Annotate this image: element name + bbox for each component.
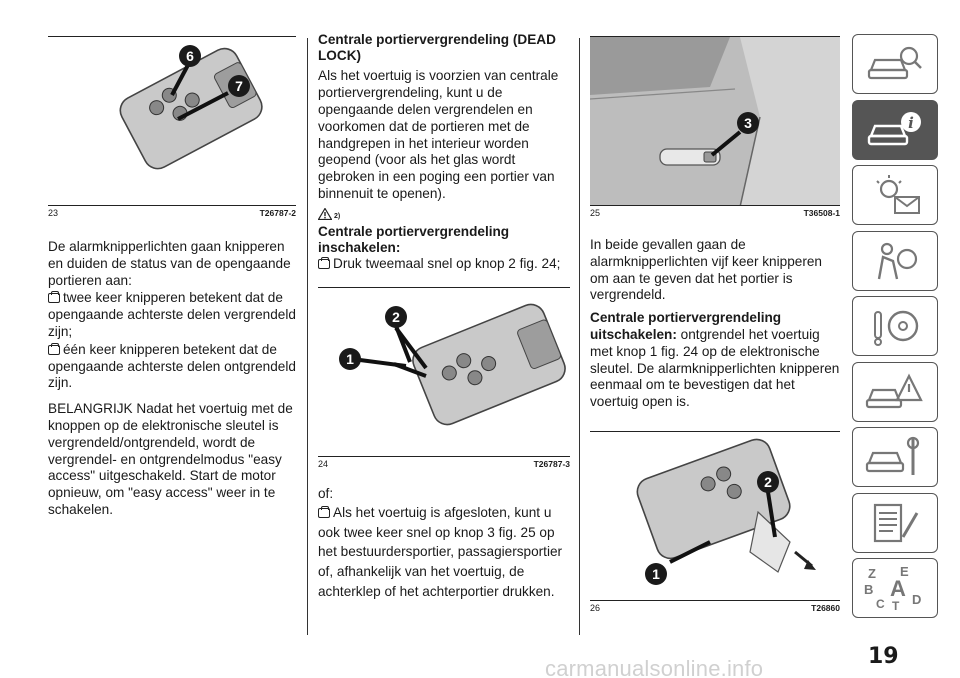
svg-text:B: B (864, 582, 874, 597)
figure-25 (590, 36, 840, 206)
bullet-item: Als het voertuig is afgesloten, kunt u ook twee keer snel op knop 3 fig. 25 op het bestuurdersportier, passagiersportier of, afhankelijk van het voertuig, de achterklep of het achterportier drukken. (318, 504, 563, 599)
figure-26-caption (590, 603, 840, 613)
paragraph: Centrale portiervergrendeling uitschakelen: ontgrendel het voertuig met knop 1 fig. 24 op de elektronische sleutel. De alarmknipperlichten knipperen eenmaal om te bevestigen dat het voertuig open is. (590, 310, 840, 410)
steering-ignition-icon (865, 304, 925, 348)
breakdown-icon (865, 370, 925, 414)
index-icon (862, 564, 928, 612)
figure-number: 23 (48, 208, 59, 218)
callout-1: 1 (346, 350, 354, 367)
chapter-tabs (852, 34, 938, 624)
callout-3: 3 (744, 115, 752, 131)
subheading: Centrale portiervergrendeling uitschakelen: (590, 310, 782, 342)
column-1 (48, 0, 296, 519)
watermark: carmanualsonline.info (545, 656, 764, 678)
svg-text:A: A (890, 576, 906, 601)
tab-index[interactable] (852, 558, 938, 618)
figure-code: T26787-3 (533, 458, 570, 469)
paragraph: Als het voertuig is voorzien van centrale portiervergrendeling, kunt u de opengaande delen vergrendelen en voorkomen dat de portieren met de handgrepen in het interieur worden geopend (voor als het glas wordt gebroken in een poging een portier van binnenuit te openen). (318, 68, 559, 201)
warning-triangle-icon (318, 208, 332, 220)
maintenance-icon (865, 435, 925, 479)
svg-text:C: C (876, 597, 885, 611)
tab-warning-lights[interactable] (852, 165, 938, 225)
subheading: Centrale portiervergrendeling inschakelen: (318, 223, 510, 255)
tab-car-search[interactable] (852, 34, 938, 94)
callout-2: 2 (764, 473, 772, 490)
tab-specifications[interactable] (852, 493, 938, 553)
callout-2: 2 (392, 308, 400, 325)
svg-text:T: T (892, 599, 900, 612)
tab-breakdown[interactable] (852, 362, 938, 422)
tab-airbag-safety[interactable] (852, 231, 938, 291)
warning-reference (318, 208, 570, 220)
figure-24-caption (318, 459, 570, 469)
door-handle-illustration (590, 37, 840, 206)
bullet-item: Druk tweemaal snel op knop 2 fig. 24; (318, 256, 570, 273)
svg-text:E: E (900, 564, 909, 579)
paragraph: BELANGRIJK Nadat het voertuig met de knoppen op de elektronische sleutel is vergrendeld/ontgrendeld, wordt de vergrendel- en ontgrendelmodus "easy access" uitgeschakeld. Start de motor opnieuw, om "easy access" weer in te schakelen. (48, 401, 293, 517)
figure-code: T26787-2 (259, 208, 296, 218)
page-number: 19 (868, 644, 899, 669)
figure-number: 24 (318, 458, 329, 469)
key-card-illustration (48, 37, 296, 206)
figure-25-caption (590, 208, 840, 218)
bullet-icon (318, 259, 330, 269)
figure-23 (48, 36, 296, 206)
tab-car-info[interactable] (852, 100, 938, 160)
specifications-icon (865, 501, 925, 545)
section-heading: Centrale portiervergrendeling (DEAD LOCK) (318, 32, 556, 64)
figure-26 (590, 431, 840, 601)
airbag-safety-icon (865, 239, 925, 283)
column-3 (590, 0, 840, 613)
figure-number: 25 (590, 208, 601, 218)
paragraph: De alarmknipperlichten gaan knipperen en duiden de status van de opengaande portieren aan: (48, 239, 291, 288)
tab-maintenance[interactable] (852, 427, 938, 487)
svg-text:D: D (912, 592, 922, 607)
tab-steering-ignition[interactable] (852, 296, 938, 356)
warning-ref-number: 2) (334, 212, 341, 220)
bullet-icon (48, 293, 60, 303)
bullet-icon (318, 508, 330, 518)
svg-text:i: i (908, 113, 914, 132)
figure-number: 26 (590, 602, 601, 613)
car-search-icon (865, 42, 925, 86)
warning-lights-icon (865, 173, 925, 217)
car-info-icon (865, 108, 925, 152)
figure-code: T36508-1 (803, 208, 840, 218)
callout-6: 6 (186, 48, 194, 64)
callout-7: 7 (235, 78, 243, 94)
callout-1: 1 (652, 565, 660, 582)
figure-code: T26860 (811, 602, 840, 613)
emergency-key-illustration (590, 432, 840, 601)
figure-24 (318, 287, 570, 457)
key-card-buttons-illustration (318, 288, 570, 457)
svg-text:Z: Z (868, 566, 876, 581)
bullet-item: twee keer knipperen betekent dat de opengaande achterste delen vergrendeld zijn; (48, 290, 296, 339)
bullet-item: één keer knipperen betekent dat de opengaande achterste delen ontgrendeld zijn. (48, 341, 296, 391)
paragraph: In beide gevallen gaan de alarmknipperlichten vijf keer knipperen om aan te geven dat het portier is vergrendeld. (590, 237, 822, 303)
column-2 (318, 0, 570, 602)
figure-23-caption (48, 208, 296, 218)
paragraph: of: (318, 485, 334, 501)
bullet-icon (48, 345, 60, 355)
